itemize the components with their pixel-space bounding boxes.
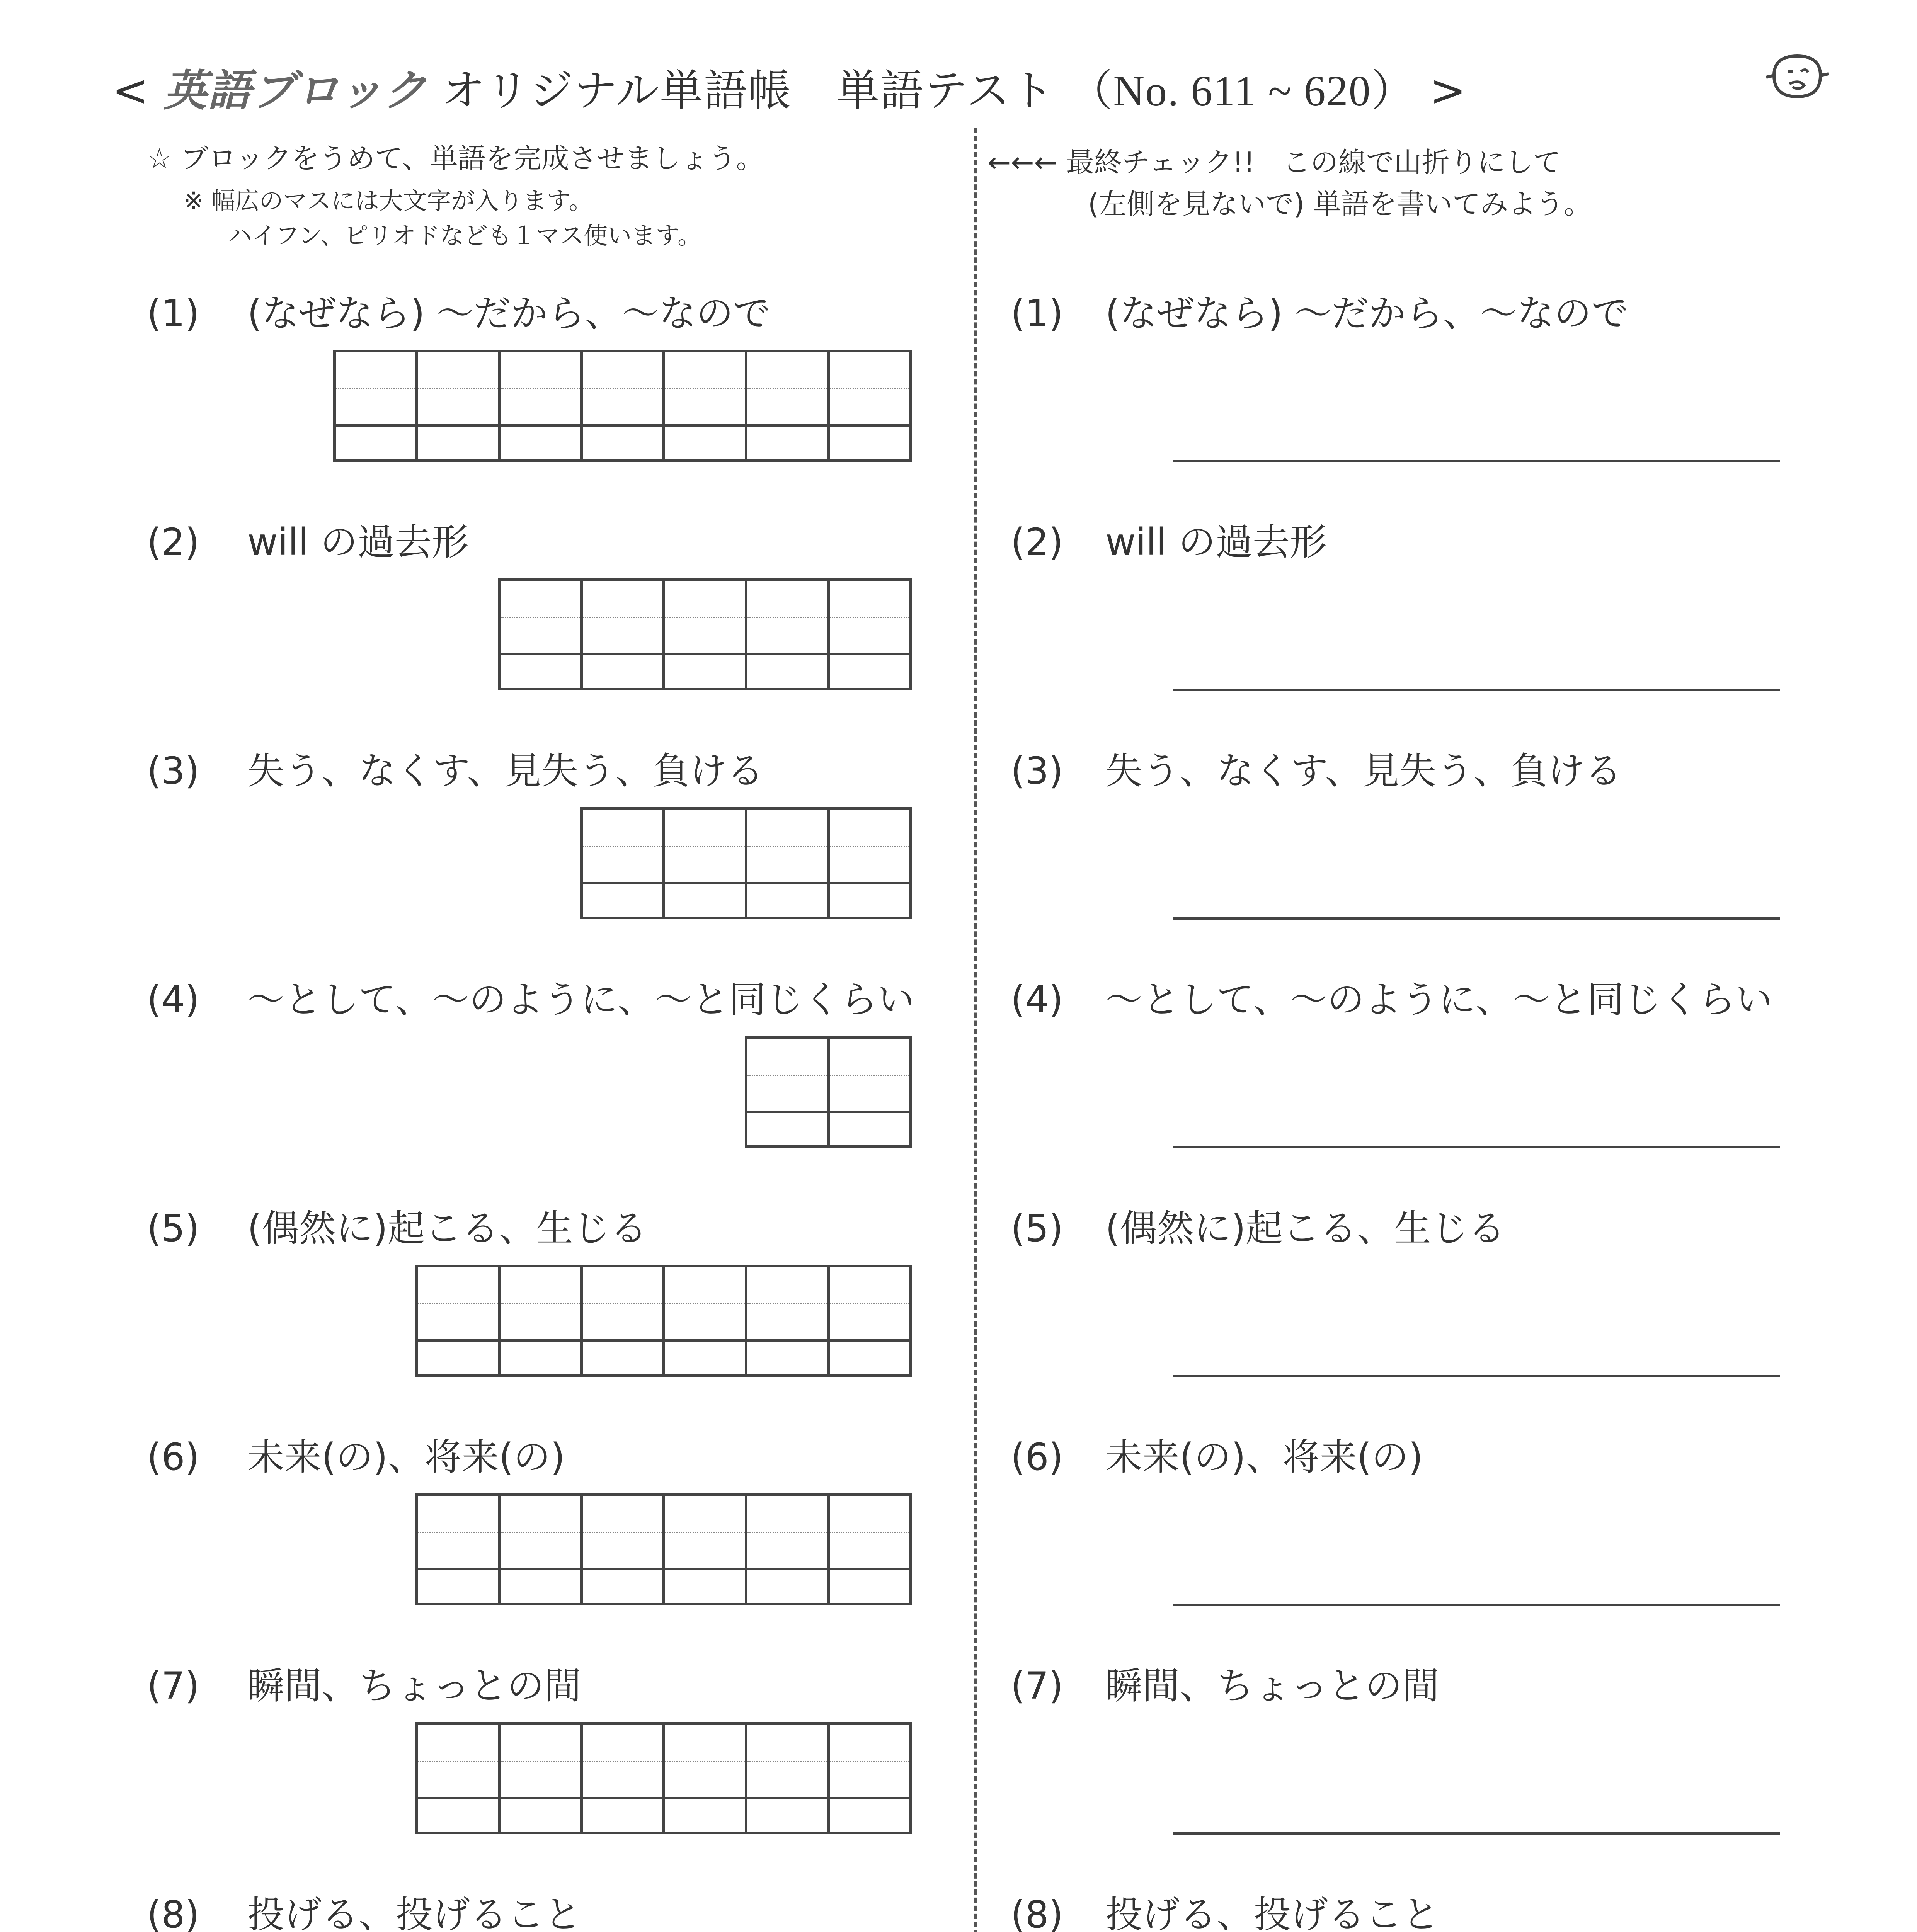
letter-box[interactable] [827,1722,912,1834]
question-number: (7) [147,1664,199,1708]
letter-box[interactable] [415,350,501,462]
question-text: ～として、～のように、～と同じくらい [1105,978,1773,1021]
answer-line[interactable] [1173,460,1780,462]
answer-line[interactable] [1173,689,1780,691]
letter-box[interactable] [827,578,912,690]
question-label-left [147,284,770,337]
letter-box-grid [498,578,912,690]
letter-box[interactable] [580,1493,665,1605]
instruction-line-2: ※ 幅広のマスには大文字が入ります。 [184,187,593,215]
question-label-left [147,1428,565,1481]
letter-box[interactable] [415,1722,501,1834]
letter-box[interactable] [827,1265,912,1377]
letter-box[interactable] [415,1493,501,1605]
question-text: 失う、なくす、見失う、負ける [247,749,764,793]
fold-instruction-line-1: ←←← 最終チェック!! この線で山折りにして [987,146,1561,179]
letter-box-grid [745,1036,912,1148]
letter-box[interactable] [662,578,747,690]
instruction-line-3: ハイフン、ピリオドなども１マス使います。 [228,221,702,250]
question-text: (偶然に)起こる、生じる [1105,1207,1505,1250]
letter-box[interactable] [662,1722,747,1834]
letter-box[interactable] [745,807,830,919]
question-number: (5) [147,1207,199,1250]
letter-box[interactable] [580,807,665,919]
title-main: オリジナル単語帳 単語テスト [441,66,1055,116]
letter-box[interactable] [580,350,665,462]
question-text: 投げる、投げること [1105,1893,1439,1932]
question-number: (2) [1011,520,1063,564]
letter-box[interactable] [827,807,912,919]
question-text: (偶然に)起こる、生じる [247,1207,647,1250]
question-label-left [147,970,914,1023]
question-text: 未来(の)、将来(の) [247,1435,565,1479]
question-text: 未来(の)、将来(の) [1105,1435,1423,1479]
question-number: (3) [1011,749,1063,793]
letter-box-grid [333,350,912,462]
letter-box[interactable] [827,1036,912,1148]
title-close-bracket: > [1430,66,1467,116]
face-mascot-icon [1762,48,1832,106]
question-label-left [147,742,764,794]
letter-box[interactable] [415,1265,501,1377]
page-title [112,56,1467,118]
question-text: 瞬間、ちょっとの間 [1105,1664,1439,1708]
question-number: (6) [1011,1435,1063,1479]
question-label-left [147,1199,647,1252]
letter-box[interactable] [498,350,583,462]
question-number: (5) [1011,1207,1063,1250]
letter-box[interactable] [745,1265,830,1377]
question-number: (8) [147,1893,199,1932]
question-label-right [1011,1428,1423,1481]
letter-box[interactable] [498,1493,583,1605]
question-text: will の過去形 [1105,520,1327,564]
letter-box[interactable] [745,578,830,690]
question-text: ～として、～のように、～と同じくらい [247,978,915,1021]
brand-name: 英語ブロック [163,66,427,116]
title-range: （No. 611 ~ 620） [1069,67,1415,115]
question-text: will の過去形 [247,520,469,564]
question-number: (1) [147,292,199,335]
letter-box[interactable] [580,578,665,690]
letter-box[interactable] [662,350,747,462]
question-text: 失う、なくす、見失う、負ける [1105,749,1622,793]
letter-box[interactable] [662,1493,747,1605]
letter-box[interactable] [662,807,747,919]
question-label-right [1011,1885,1439,1932]
question-number: (4) [1011,978,1063,1021]
letter-box-grid [415,1722,912,1834]
question-number: (4) [147,978,199,1021]
answer-line[interactable] [1173,1375,1780,1377]
letter-box[interactable] [498,1722,583,1834]
letter-box[interactable] [745,1722,830,1834]
question-text: (なぜなら) ～だから、～なので [1105,292,1629,335]
question-number: (8) [1011,1893,1063,1932]
letter-box[interactable] [745,1493,830,1605]
letter-box-grid [580,807,912,919]
instruction-line-1: ☆ ブロックをうめて、単語を完成させましょう。 [147,142,764,175]
question-number: (3) [147,749,199,793]
letter-box[interactable] [745,1036,830,1148]
letter-box[interactable] [827,1493,912,1605]
letter-box[interactable] [333,350,418,462]
question-label-right [1011,970,1772,1023]
question-label-right [1011,284,1628,337]
question-label-left [147,1885,581,1932]
fold-line [974,128,977,1932]
answer-line[interactable] [1173,1604,1780,1606]
letter-box[interactable] [498,578,583,690]
title-open-bracket: < [112,66,149,116]
answer-line[interactable] [1173,1832,1780,1835]
question-number: (2) [147,520,199,564]
letter-box[interactable] [745,350,830,462]
question-text: 瞬間、ちょっとの間 [247,1664,581,1708]
question-number: (7) [1011,1664,1063,1708]
question-label-right [1011,1199,1505,1252]
question-label-right [1011,742,1622,794]
question-number: (6) [147,1435,199,1479]
question-label-left [147,1656,581,1709]
question-label-right [1011,1656,1439,1709]
letter-box[interactable] [827,350,912,462]
letter-box[interactable] [498,1265,583,1377]
letter-box-grid [415,1493,912,1605]
answer-line[interactable] [1173,1146,1780,1148]
question-text: (なぜなら) ～だから、～なので [247,292,771,335]
letter-box[interactable] [580,1265,665,1377]
letter-box[interactable] [580,1722,665,1834]
letter-box-grid [415,1265,912,1377]
question-label-left [147,513,469,566]
question-text: 投げる、投げること [247,1893,581,1932]
question-label-right [1011,513,1327,566]
fold-instruction-line-2: (左側を見ないで) 単語を書いてみよう。 [1088,188,1592,220]
letter-box[interactable] [662,1265,747,1377]
answer-line[interactable] [1173,917,1780,920]
question-number: (1) [1011,292,1063,335]
